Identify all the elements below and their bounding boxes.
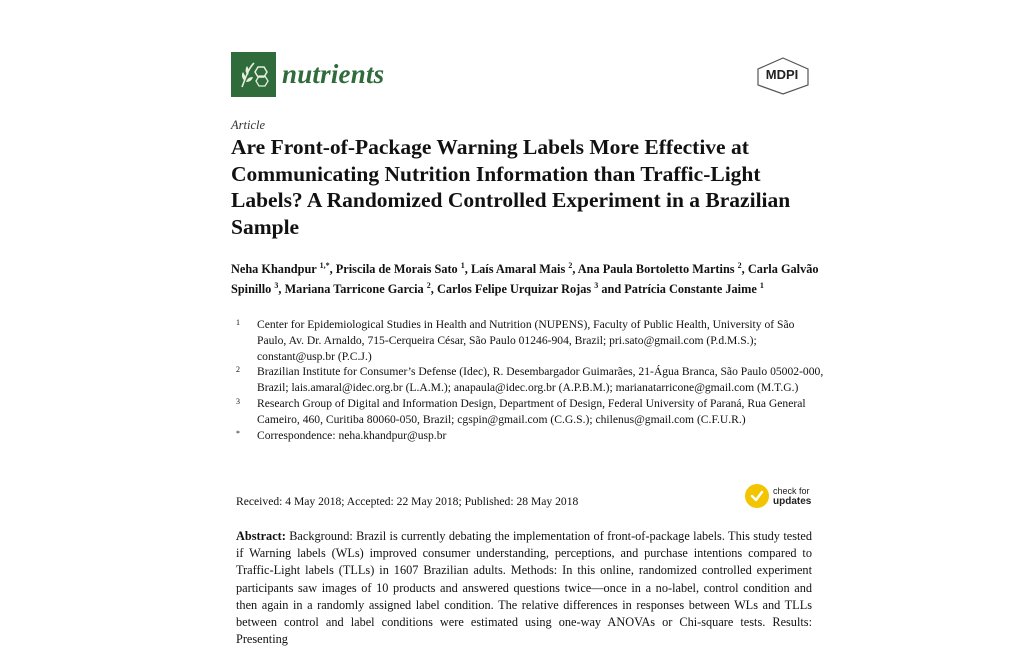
affiliation-number: 2 bbox=[236, 365, 240, 375]
author-affiliation-mark: 1 bbox=[759, 280, 764, 290]
author-affiliation-mark: 2 bbox=[568, 260, 573, 270]
author-name: Neha Khandpur bbox=[231, 262, 317, 276]
author-affiliation-mark: 1,* bbox=[319, 260, 330, 270]
author-separator: , bbox=[572, 262, 578, 276]
author-name: Ana Paula Bortoletto Martins bbox=[577, 262, 735, 276]
affiliation-number: 3 bbox=[236, 396, 240, 406]
article-title: Are Front-of-Package Warning Labels More Effective at Communicating Nutrition Information than Traffic-Light Labels? A Randomized Controlled Experiment in a Brazilian Sample bbox=[231, 135, 791, 239]
abstract-label: Abstract: bbox=[236, 529, 286, 543]
check-updates-icon bbox=[745, 484, 769, 508]
author-name: Carla Galvão Spinillo bbox=[231, 262, 819, 296]
abstract-text: Background: Brazil is currently debating the implementation of front-of-package labels. This study tested if Warning labels (WLs) improved consumer understanding, perceptions, and purchase intentions compared to Traffic-Light labels (TLLs) in 1607 Brazilian adults. Methods: In this online, randomized controlled experiment participants saw images of 10 products and answered questions twice—once in a no-label, control condition and then again in a randomly assigned label condition. The relative differences in responses between WLs and TLLs between control and label conditions were estimated using one-way ANOVAs or Chi-square tests. Results: Presenting bbox=[236, 529, 812, 647]
author-separator: , bbox=[464, 262, 471, 276]
author-name: Patrícia Constante Jaime bbox=[624, 282, 757, 296]
author-affiliation-mark: 1 bbox=[460, 260, 465, 270]
author-affiliation-mark: 2 bbox=[426, 280, 431, 290]
check-updates-line2: updates bbox=[773, 495, 812, 507]
journal-header bbox=[231, 52, 384, 97]
journal-name: nutrients bbox=[282, 59, 385, 89]
check-updates-line1: check for bbox=[773, 485, 810, 496]
affiliation-item bbox=[236, 396, 826, 428]
author-separator: , bbox=[741, 262, 748, 276]
check-for-updates-badge[interactable] bbox=[745, 484, 811, 508]
affiliation-item bbox=[236, 317, 826, 364]
author-separator: , bbox=[329, 262, 336, 276]
author-name: Mariana Tarricone Garcia bbox=[284, 282, 424, 296]
affiliation-item bbox=[236, 428, 826, 444]
author-name: Carlos Felipe Urquizar Rojas bbox=[436, 282, 592, 296]
author-separator: , bbox=[430, 282, 437, 296]
affiliation-list bbox=[236, 317, 826, 443]
affiliation-text: Center for Epidemiological Studies in Health and Nutrition (NUPENS), Faculty of Public Health, University of São Paulo, Av. Dr. Arnaldo, 715-Cerqueira César, São Paulo 01246-904, Brazil; pri.sato@gmail.com (P.d.M.S.); constant@usp.br (P.C.J.) bbox=[257, 318, 795, 363]
author-separator: , bbox=[278, 282, 285, 296]
affiliation-text: Correspondence: neha.khandpur@usp.br bbox=[257, 428, 447, 442]
affiliation-number: * bbox=[236, 428, 240, 438]
affiliation-item bbox=[236, 364, 826, 396]
abstract bbox=[236, 528, 812, 648]
author-name: Laís Amaral Mais bbox=[470, 262, 566, 276]
author-affiliation-mark: 3 bbox=[274, 280, 279, 290]
affiliation-text: Brazilian Institute for Consumer’s Defense (Idec), R. Desembargador Guimarães, 21-Água Branca, São Paulo 05002-000, Brazil; lais.amaral@idec.org.br (L.A.M.); anapaula@idec.org.br (A.P.B.M.); marianatarricone@gmail.com (M.T.G.) bbox=[257, 365, 824, 395]
publisher-logo bbox=[756, 57, 810, 100]
journal-logo-icon bbox=[231, 52, 276, 97]
article-type: Article bbox=[231, 118, 266, 132]
author-name: Priscila de Morais Sato bbox=[335, 262, 458, 276]
author-affiliation-mark: 3 bbox=[594, 280, 599, 290]
publication-dates: Received: 4 May 2018; Accepted: 22 May 2018; Published: 28 May 2018 bbox=[236, 495, 579, 508]
author-separator: and bbox=[598, 282, 625, 296]
affiliation-text: Research Group of Digital and Information Design, Department of Design, Federal University of Paraná, Rua General Cameiro, 460, Curitiba 80060-050, Brazil; cgspin@gmail.com (C.G.S.); chilenus@gmail.com (C.F.U.R.) bbox=[257, 396, 806, 426]
author-list bbox=[231, 259, 831, 299]
affiliation-number: 1 bbox=[236, 318, 240, 327]
publisher-name: MDPI bbox=[765, 67, 799, 82]
author-affiliation-mark: 2 bbox=[737, 260, 742, 270]
